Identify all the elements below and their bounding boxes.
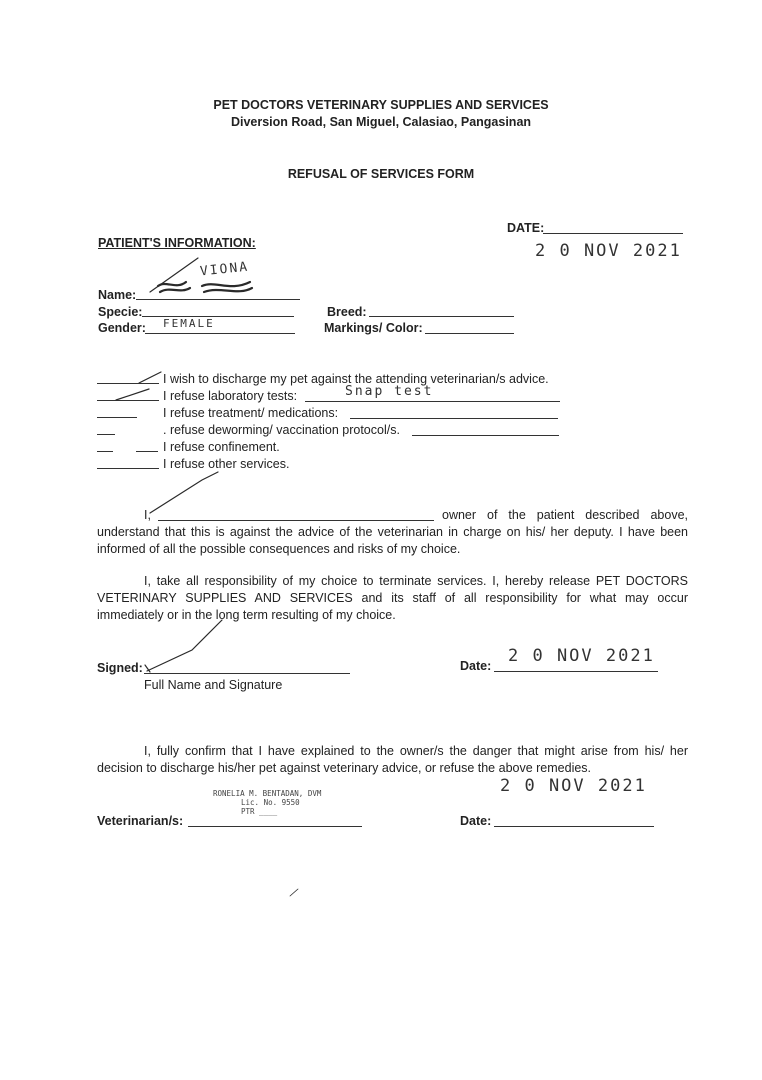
signed-date-label: Date: — [460, 659, 492, 673]
refusal-text-2: I refuse laboratory tests: — [163, 389, 298, 403]
refusal-text-4: . refuse deworming/ vaccination protocol/s. — [163, 423, 400, 437]
vet-stamp-license: Lic. No. 9550 — [241, 798, 300, 807]
confirmation-paragraph: I, fully confirm that I have explained to the owner/s the danger that might arise from his/ her decision to discharge his/her pet against veterinary advice, or refuse the above remedies. — [97, 744, 688, 775]
gender-label: Gender: — [98, 321, 146, 335]
form-title: REFUSAL OF SERVICES FORM — [287, 167, 475, 181]
refusal-check-1 — [139, 372, 161, 383]
vet-date-label: Date: — [460, 814, 492, 828]
vet-date-value: 2 0 NOV 2021 — [500, 776, 647, 796]
refusal-text-5: I refuse confinement. — [163, 440, 280, 454]
signed-label: Signed: — [97, 661, 143, 675]
refusal-text-1: I wish to discharge my pet against the attending veterinarian/s advice. — [163, 372, 549, 386]
name-label: Name: — [98, 288, 137, 302]
refusal-check-2 — [116, 389, 149, 400]
date-label: DATE: — [507, 221, 545, 235]
signed-signature-stroke — [147, 620, 222, 671]
signed-date-value: 2 0 NOV 2021 — [508, 646, 655, 666]
patient-info-heading: PATIENT'S INFORMATION: — [98, 236, 256, 250]
specie-label: Specie: — [98, 305, 143, 319]
vet-stamp-ptr: PTR ____ — [241, 807, 278, 816]
name-value: VIONA — [199, 259, 250, 280]
name-signature-stroke — [150, 258, 198, 292]
refusal-text-6: I refuse other services. — [163, 457, 290, 471]
company-address: Diversion Road, San Miguel, Calasiao, Pangasinan — [230, 115, 532, 129]
owner-prefix: I, — [144, 508, 151, 522]
responsibility-paragraph: I, take all responsibility of my choice to terminate services. I, hereby release PET DOCTORS VETERINARY SUPPLIES AND SERVICES and its staff of all responsibility for what may occur immediately or in the long term resulting of my choice. — [97, 574, 688, 622]
owner-suffix: owner of the patient described above, — [442, 508, 688, 522]
stray-mark — [290, 889, 298, 896]
gender-value: FEMALE — [163, 317, 215, 330]
full-name-label: Full Name and Signature — [144, 678, 283, 692]
veterinarian-label: Veterinarian/s: — [97, 814, 184, 828]
breed-label: Breed: — [327, 305, 367, 319]
markings-label: Markings/ Color: — [324, 321, 423, 335]
refusal-value-2: Snap test — [345, 384, 434, 399]
owner-signature-stroke — [150, 472, 218, 513]
company-name: PET DOCTORS VETERINARY SUPPLIES AND SERVICES — [213, 98, 549, 112]
refusal-text-3: I refuse treatment/ medications: — [163, 406, 339, 420]
name-scribble-1 — [158, 282, 190, 292]
name-scribble-2 — [202, 282, 252, 292]
vet-stamp-name: RONELIA M. BENTADAN, DVM — [213, 789, 322, 798]
date-value: 2 0 NOV 2021 — [535, 241, 682, 261]
owner-paragraph: understand that this is against the advice of the veterinarian in charge on his/ her deputy. I have been informed of all the possible consequences and risks of my choice. — [97, 525, 688, 556]
